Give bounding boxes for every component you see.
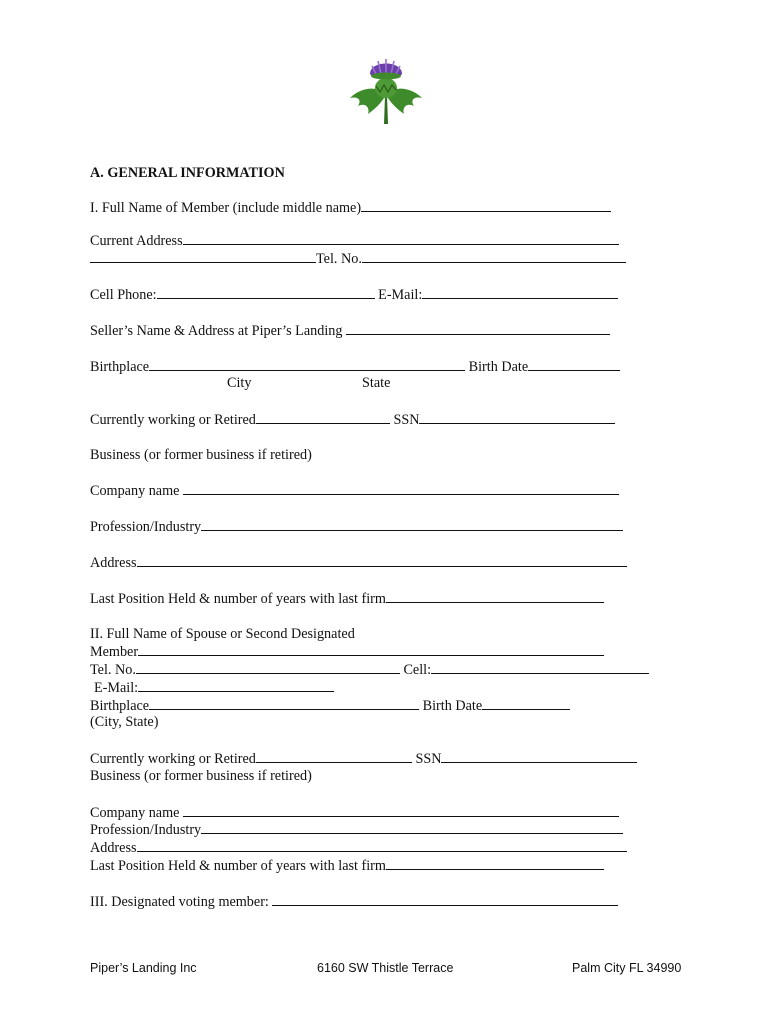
member-birthplace-label: Birthplace (90, 359, 150, 375)
thistle-logo-icon (346, 52, 426, 128)
spouse-birthplace-label: Birthplace (90, 698, 150, 714)
spouse-last-position-label: Last Position Held & number of years with last firm (90, 858, 386, 874)
spouse-tel-label: Tel. No. (90, 662, 136, 678)
member-seller-label: Seller’s Name & Address at Piper’s Landing (90, 323, 343, 339)
section-a-heading: A. GENERAL INFORMATION (90, 165, 285, 181)
member-cell-email-field[interactable] (90, 285, 618, 304)
spouse-profession-field[interactable] (90, 820, 623, 839)
member-full-name-label: I. Full Name of Member (include middle name) (90, 200, 362, 216)
spouse-birth-date-label: Birth Date (422, 698, 483, 714)
member-tel-field[interactable] (90, 249, 626, 268)
footer-city: Palm City FL 34990 (572, 961, 682, 975)
member-birthplace-field[interactable] (90, 357, 620, 376)
footer-org: Piper’s Landing Inc (90, 961, 197, 975)
member-working-field[interactable] (90, 410, 615, 429)
member-birth-date-label: Birth Date (468, 359, 529, 375)
spouse-email-label: E-Mail: (94, 680, 139, 696)
member-company-label: Company name (90, 483, 180, 499)
spouse-address-label: Address (90, 840, 137, 856)
member-address-label: Address (90, 555, 137, 571)
member-email-label: E-Mail: (378, 287, 423, 303)
member-last-position-field[interactable] (90, 589, 604, 608)
member-business-label: Business (or former business if retired) (90, 447, 312, 463)
member-working-label: Currently working or Retired (90, 412, 256, 428)
spouse-email-field[interactable] (94, 678, 334, 697)
member-last-position-label: Last Position Held & number of years with last firm (90, 591, 386, 607)
spouse-business-label: Business (or former business if retired) (90, 768, 312, 784)
member-current-address-label: Current Address (90, 233, 183, 249)
member-current-address-field[interactable] (90, 231, 619, 250)
spouse-full-name-label: II. Full Name of Spouse or Second Designated (90, 626, 355, 642)
spouse-profession-label: Profession/Industry (90, 822, 202, 838)
member-profession-label: Profession/Industry (90, 519, 202, 535)
member-address-field[interactable] (90, 553, 627, 572)
spouse-cell-label: Cell: (403, 662, 432, 678)
member-tel-label: Tel. No. (316, 251, 362, 267)
member-profession-field[interactable] (90, 517, 623, 536)
spouse-company-label: Company name (90, 805, 180, 821)
spouse-working-label: Currently working or Retired (90, 751, 256, 767)
spouse-last-position-field[interactable] (90, 856, 604, 875)
spouse-working-field[interactable] (90, 749, 637, 768)
spouse-city-state-caption: (City, State) (90, 714, 159, 730)
spouse-tel-cell-field[interactable] (90, 660, 649, 679)
member-ssn-label: SSN (393, 412, 420, 428)
member-city-caption: City (227, 375, 252, 391)
voting-member-label: III. Designated voting member: (90, 894, 269, 910)
spouse-birthplace-field[interactable] (90, 696, 570, 715)
footer-street: 6160 SW Thistle Terrace (317, 961, 454, 975)
member-cell-label: Cell Phone: (90, 287, 157, 303)
spouse-member-label: Member (90, 644, 139, 660)
member-company-field[interactable] (90, 481, 619, 500)
spouse-address-field[interactable] (90, 838, 627, 857)
spouse-member-field[interactable] (90, 642, 604, 661)
spouse-ssn-label: SSN (415, 751, 442, 767)
voting-member-field[interactable] (90, 892, 618, 911)
member-seller-field[interactable] (90, 321, 610, 340)
member-state-caption: State (362, 375, 391, 391)
member-full-name-field[interactable] (90, 198, 611, 217)
